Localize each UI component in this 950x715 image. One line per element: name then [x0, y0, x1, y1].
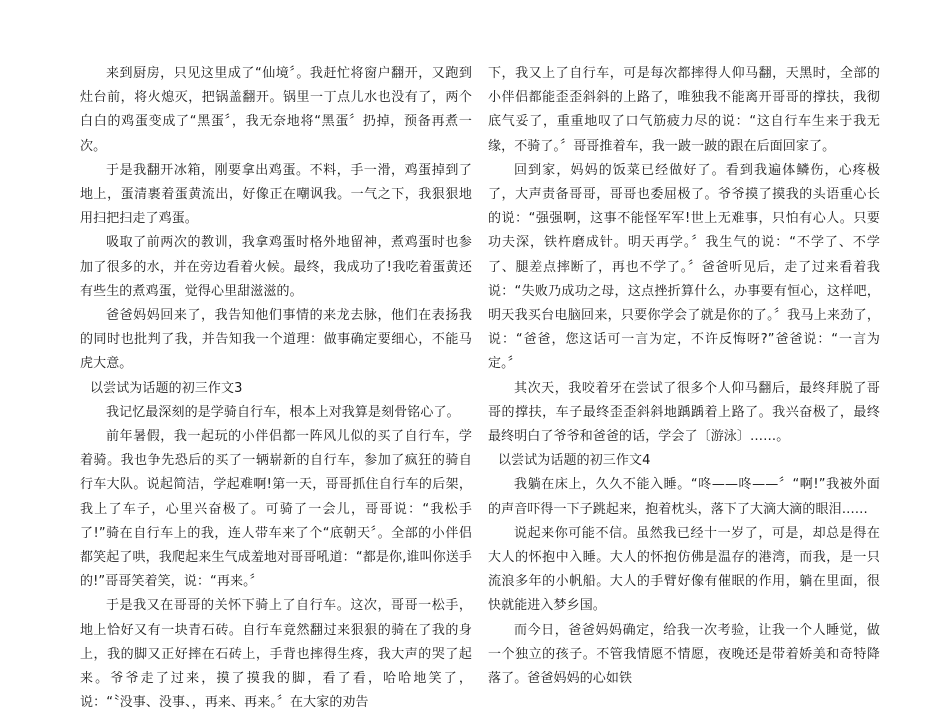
paragraph: 我记忆最深刻的是学骑自行车，根本上对我算是刻骨铭心了。 — [106, 404, 460, 420]
paragraph: 其次天，我咬着牙在尝试了很多个人仰马翻后，最终拜脱了哥哥的撑扶，车子最终歪歪斜斜地踽踽着上路了。我兴奋极了，最终最终明白了爷爷和爸爸的话，学会了〔游泳〕……。 — [488, 380, 880, 445]
paragraph: 前年暑假，我一起玩的小伴侣都一阵风儿似的买了自行车，学着骑。我也争先恐后的买了一辆崭新的自行车，参加了疯狂的骑自行车大队。说起简洁，学起难啊!第一天，哥哥抓住自行车的后架，我上了车子，心里兴奋极了。可骑了一会儿，哥哥说：“我松手了!”骑在自行车上的我，连人带车来了个“底朝天〞。全部的小伴侣都笑起了哄，我爬起来生气成羞地对哥哥吼道：“都是你,谁叫你送手的!”哥哥笑着笑，说：“再来。〞 — [80, 429, 472, 590]
paragraph: 回到家，妈妈的饭菜已经做好了。看到我遍体鳞伤，心疼极了，大声责备哥哥，哥哥也委屈极了。爷爷摸了摸我的头语重心长的说：“强强啊，这事不能怪军军!世上无难事，只怕有心人。只要功夫深，铁杵磨成针。明天再学。〞我生气的说：“不学了、不学了、腿差点摔断了，再也不学了。〞爸爸听见后，走了过来看着我说：“失败乃成功之母，这点挫折算什么，办事要有恒心，这样吧，明天我买台电脑回来，只要你学会了就是你的了。〞我马上来劲了，说：“爸爸，您这话可一言为定，不许反悔呀?”爸爸说：“一言为定。〞 — [488, 162, 880, 372]
paragraph: 于是我又在哥哥的关怀下骑上了自行车。这次，哥哥一松手，地上恰好又有一块青石砖。自行车竟然翻过来狠狠的骑在了我的身上，我的脚又正好摔在石砖上，手背也摔得生疼，我大声的哭了起来。爷爷走了过来，摸了摸我的脚，看了看，哈哈地笑了，说：“〝没事、没事、，再来、再来。〞在大家的劝告 — [80, 598, 472, 711]
left-column — [80, 62, 472, 715]
paragraph: 吸取了前两次的教训，我拿鸡蛋时格外地留神，煮鸡蛋时也参加了很多的水，并在旁边看着火候。最终，我成功了!我吃着蛋黄还有些生的煮鸡蛋，觉得心里甜滋滋的。 — [80, 235, 472, 299]
paragraph: 来到厨房，只见这里成了“仙境〞。我赶忙将窗户翻开，又跑到灶台前，将火熄灭，把锅盖翻开。锅里一丁点儿水也没有了，两个白白的鸡蛋变成了“黑蛋〞，我无奈地将“黑蛋〞扔掉，预备再煮一次。 — [80, 66, 472, 154]
paragraph: 于是我翻开冰箱，刚要拿出鸡蛋。不料，手一滑，鸡蛋掉到了地上，蛋清裹着蛋黄流出，好像正在嘲讽我。一气之下，我狠狠地用扫把扫走了鸡蛋。 — [80, 162, 472, 227]
paragraph: 而今日，爸爸妈妈确定，给我一次考验，让我一个人睡觉，做一个独立的孩子。不管我情愿不情愿，夜晚还是带着娇美和奇特降落了。爸爸妈妈的心如铁 — [488, 622, 880, 687]
right-column — [488, 62, 880, 691]
section-title: 以尝试为话题的初三作文4 — [498, 453, 651, 469]
paragraph: 下，我又上了自行车，可是每次都摔得人仰马翻，天黑时，全部的小伴侣都能歪歪斜斜的上路了，唯独我不能离开哥哥的撑扶，我彻底气妥了，重重地叹了口气筋疲力尽的说：“这自行车生来于我无缘，不骑了。〞哥哥推着车，我一跛一跛的跟在后面回家了。 — [488, 66, 880, 154]
paragraph: 说起来你可能不信。虽然我已经十一岁了，可是，却总是得在大人的怀抱中入睡。大人的怀抱仿佛是温存的港湾，而我，是一只流浪多年的小帆船。大人的手臂好像有催眠的作用，躺在里面，很快就能进入梦乡国。 — [488, 525, 880, 614]
section-title: 以尝试为话题的初三作文3 — [90, 380, 243, 396]
paragraph: 我躺在床上，久久不能入睡。“咚——咚——〞“啊!”我被外面的声音吓得一下子跳起来，抱着枕头，落下了大滴大滴的眼泪…… — [488, 477, 880, 517]
paragraph: 爸爸妈妈回来了，我告知他们事情的来龙去脉，他们在表扬我的同时也批判了我，并告知我一个道理：做事确定要细心，不能马虎大意。 — [80, 308, 472, 372]
